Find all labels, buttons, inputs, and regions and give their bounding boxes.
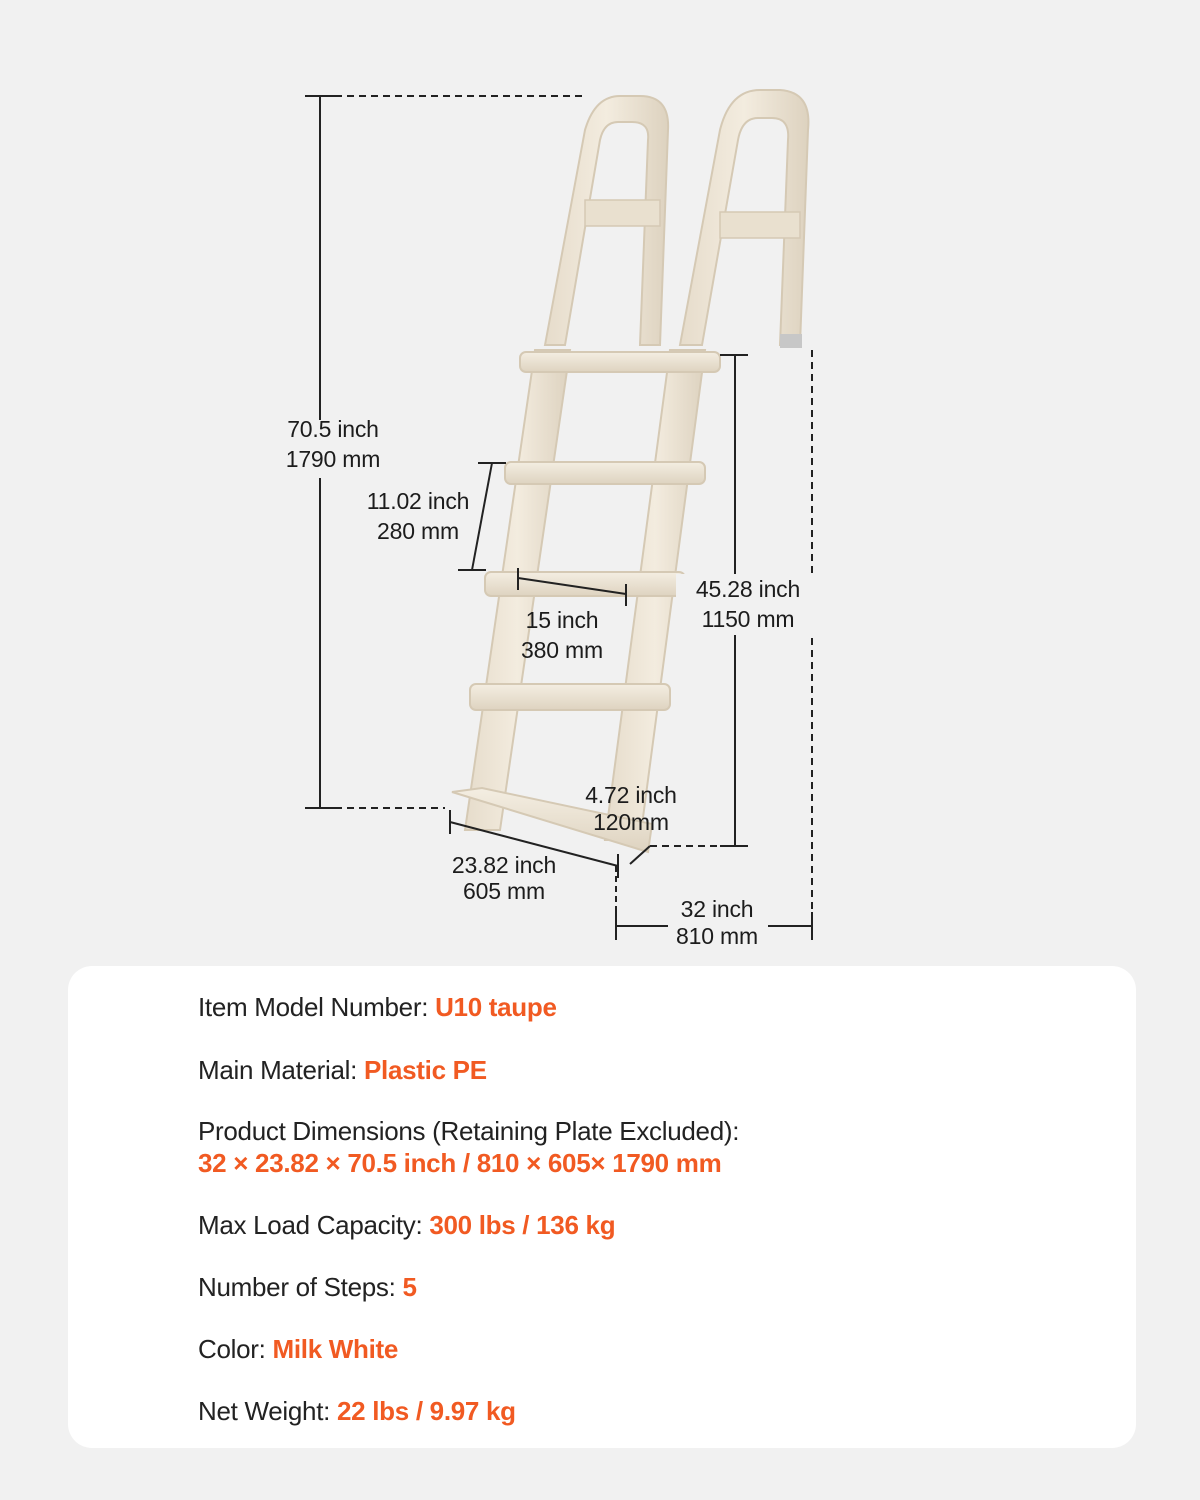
step-depth-inch: 4.72 inch: [585, 782, 677, 808]
depth-inch: 32 inch: [680, 896, 754, 922]
spec-value: Plastic PE: [364, 1055, 487, 1085]
spec-label: Net Weight:: [198, 1396, 337, 1426]
spec-value: U10 taupe: [435, 992, 557, 1022]
inner-height-label: [676, 574, 820, 634]
spec-label: Number of Steps:: [198, 1272, 403, 1302]
base-width-inch: 23.82 inch: [451, 852, 557, 878]
spec-value: Milk White: [272, 1334, 399, 1364]
height-dimension-label: [263, 414, 403, 474]
step-tread: [485, 572, 685, 596]
step-tread: [505, 462, 705, 484]
spec-product-dimensions: [198, 1115, 739, 1179]
step-spacing-inch: 11.02 inch: [366, 488, 470, 514]
step-width-label: [502, 605, 622, 665]
spec-color: [198, 1333, 398, 1365]
step-depth-label: [566, 782, 696, 836]
left-handrail-brace: [585, 200, 660, 226]
spec-label: Max Load Capacity:: [198, 1210, 430, 1240]
spec-max-load: [198, 1209, 615, 1241]
step-width-mm: 380 mm: [521, 637, 603, 663]
step-tread: [520, 352, 720, 372]
depth-mm: 810 mm: [676, 923, 758, 949]
spec-value: 32 × 23.82 × 70.5 inch / 810 × 605× 1790 mm: [198, 1148, 722, 1178]
base-width-mm: 605 mm: [463, 878, 545, 904]
depth-label: [662, 896, 772, 950]
ladder-illustration: [452, 90, 808, 852]
inner-height-inch: 45.28 inch: [695, 576, 801, 602]
spec-main-material: [198, 1054, 487, 1086]
inner-height-mm: 1150 mm: [701, 606, 795, 632]
height-inch: 70.5 inch: [287, 416, 379, 442]
step-spacing-label: [348, 486, 488, 546]
spec-label: Color:: [198, 1334, 273, 1364]
specs-card: [68, 966, 1136, 1448]
step-tread: [470, 684, 670, 710]
spec-model-number: [198, 991, 557, 1023]
retaining-post: [780, 334, 802, 348]
spec-label: Main Material:: [198, 1055, 364, 1085]
step-depth-mm: 120mm: [593, 809, 669, 835]
spec-value: 22 lbs / 9.97 kg: [336, 1396, 516, 1426]
spec-label: Item Model Number:: [198, 992, 436, 1022]
spec-value: 5: [402, 1272, 417, 1302]
spec-label: Product Dimensions (Retaining Plate Excluded):: [198, 1116, 740, 1146]
spec-number-of-steps: [198, 1271, 417, 1303]
spec-net-weight: [198, 1395, 516, 1427]
base-width-label: [432, 852, 576, 904]
spec-value: 300 lbs / 136 kg: [429, 1210, 616, 1240]
step-width-inch: 15 inch: [525, 607, 599, 633]
step-spacing-mm: 280 mm: [377, 518, 459, 544]
right-handrail-brace: [720, 212, 800, 238]
height-mm: 1790 mm: [285, 446, 381, 472]
